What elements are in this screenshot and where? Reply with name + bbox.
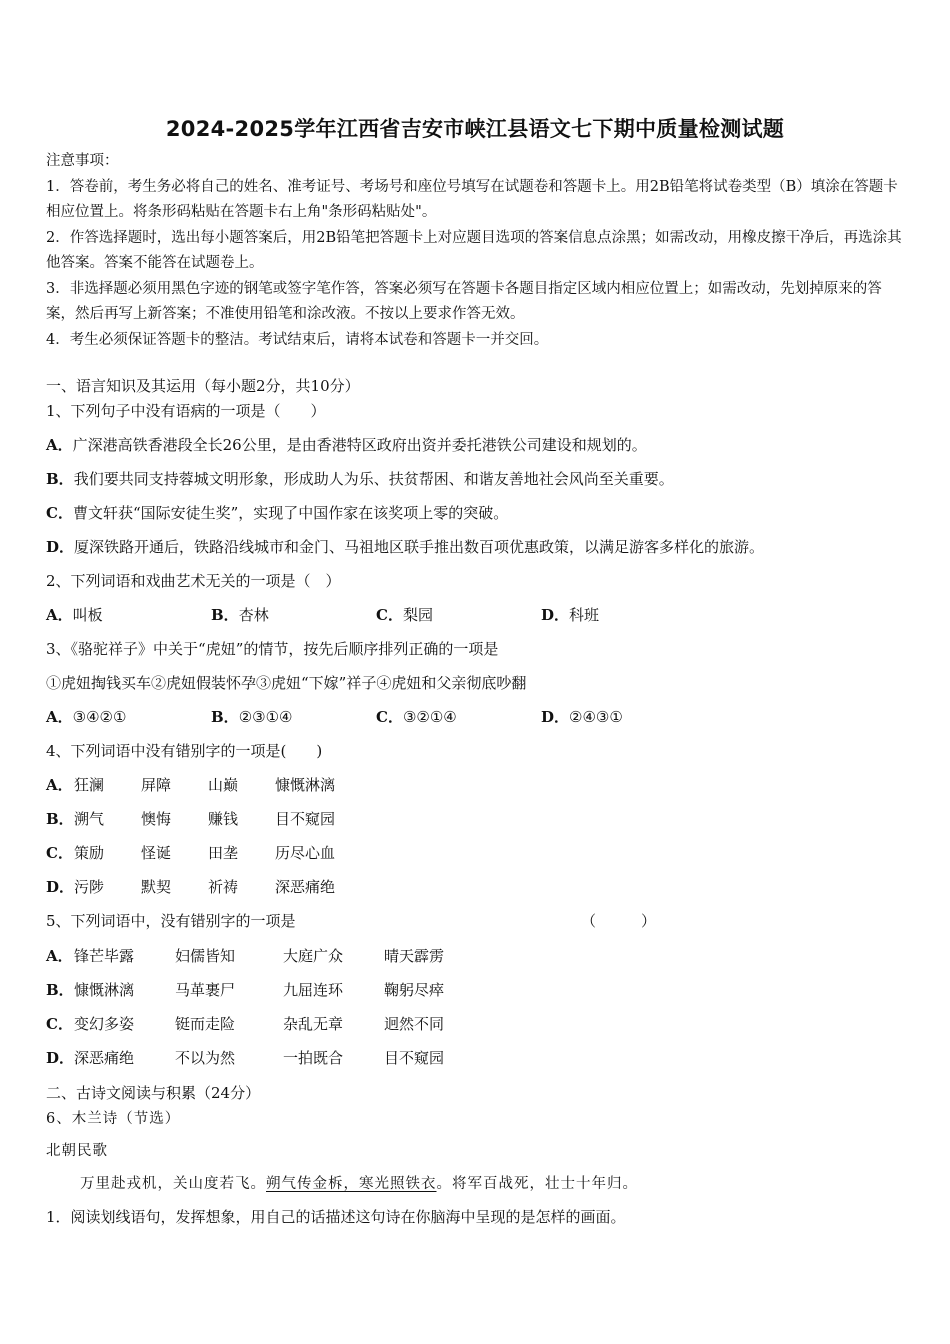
option-text: ②③①④ — [238, 708, 293, 726]
q2-option-d — [541, 604, 599, 625]
option-word: 马革裹尸 — [175, 981, 236, 999]
option-word: 迥然不同 — [384, 1015, 445, 1033]
option-label: D． — [46, 878, 75, 896]
option-label: D． — [46, 1049, 75, 1067]
option-text: 厦深铁路开通后，铁路沿线城市和金门、马祖地区联手推出数百项优惠政策，以满足游客多样化的旅游。 — [74, 538, 765, 556]
option-label: A． — [46, 606, 73, 624]
option-text: 杏林 — [238, 606, 269, 624]
q3-option-b — [211, 706, 376, 727]
option-word: 山巅 — [208, 776, 239, 794]
q1-option-a — [46, 434, 647, 455]
option-label: C． — [46, 1015, 73, 1033]
option-word: 杂乱无章 — [283, 1015, 344, 1033]
option-text: 广深港高铁香港段全长26公里，是由香港特区政府出资并委托港铁公司建设和规划的。 — [72, 436, 647, 454]
option-word: 不以为然 — [175, 1049, 236, 1067]
q5-stem-row — [46, 910, 656, 931]
section2-heading: 二、古诗文阅读与积累（24分） — [46, 1084, 261, 1102]
option-word: 晴天霹雳 — [384, 947, 445, 965]
notice-item-2: 2．作答选择题时，选出每小题答案后，用2B铅笔把答题卡上对应题目选项的答案信息点涂黑；如需改动，用橡皮擦干净后，再选涂其他答案。答案不能答在试题卷上。 — [46, 229, 902, 271]
notice-item-1: 1．答卷前，考生务必将自己的姓名、准考证号、考场号和座位号填写在试题卷和答题卡上。用2B铅笔将试卷类型（B）填涂在答题卡相应位置上。将条形码粘贴在答题卡右上角"条形码粘贴处"。 — [46, 178, 898, 220]
q2-stem: 2、下列词语和戏曲艺术无关的一项是（ ） — [46, 572, 341, 590]
option-text: ③②①④ — [402, 708, 457, 726]
option-label: B． — [46, 810, 74, 828]
q5-option-a — [46, 945, 444, 966]
option-label: B． — [211, 708, 239, 726]
option-label: A． — [46, 776, 73, 794]
option-word: 一拍既合 — [283, 1049, 344, 1067]
option-word: 策励 — [74, 844, 105, 862]
option-word: 慷慨淋漓 — [74, 981, 135, 999]
option-word: 祈祷 — [208, 878, 239, 896]
option-word: 懊悔 — [141, 810, 172, 828]
option-word: 大庭广众 — [283, 947, 344, 965]
q1-option-c — [46, 502, 508, 523]
poem-lines — [80, 1172, 638, 1193]
notice-item-4: 4．考生必须保证答题卡的整洁。考试结束后，请将本试卷和答题卡一并交回。 — [46, 331, 549, 348]
q1-stem: 1、下列句子中没有语病的一项是（ ） — [46, 402, 326, 420]
q3-option-a — [46, 706, 211, 727]
option-word: 历尽心血 — [275, 844, 336, 862]
option-text: 我们要共同支持蓉城文明形象，形成助人为乐、扶贫帮困、和谐友善地社会风尚至关重要。 — [73, 470, 674, 488]
option-text: ②④③① — [569, 708, 623, 726]
option-word: 铤而走险 — [175, 1015, 236, 1033]
q4-option-a — [46, 774, 335, 795]
option-word: 溯气 — [74, 810, 105, 828]
option-word: 慷慨淋漓 — [275, 776, 336, 794]
section1-heading: 一、语言知识及其运用（每小题2分，共10分） — [46, 377, 360, 395]
option-text: 科班 — [569, 606, 600, 624]
q5-answer-paren: （ ） — [581, 912, 657, 930]
option-label: C． — [46, 504, 73, 522]
option-text: 曹文轩获“国际安徒生奖”，实现了中国作家在该奖项上零的突破。 — [72, 504, 509, 522]
q3-stem: 3、《骆驼祥子》中关于“虎妞”的情节，按先后顺序排列正确的一项是 — [46, 640, 499, 658]
poem-underlined-line: 朔气传金柝，寒光照铁衣 — [266, 1176, 437, 1192]
option-label: A． — [46, 436, 73, 454]
q6-stem: 6、木兰诗（节选） — [46, 1111, 181, 1127]
option-word: 怪诞 — [141, 844, 172, 862]
option-label: C． — [46, 844, 73, 862]
option-word: 锋芒毕露 — [74, 947, 135, 965]
q4-option-d — [46, 876, 335, 897]
q1-option-d — [46, 536, 764, 557]
q2-options — [46, 604, 599, 625]
q3-sequence: ①虎妞掏钱买车②虎妞假装怀孕③虎妞“下嫁”祥子④虎妞和父亲彻底吵翻 — [46, 674, 527, 692]
q6-sub1: 1．阅读划线语句，发挥想象，用自己的话描述这句诗在你脑海中呈现的是怎样的画面。 — [46, 1208, 626, 1226]
option-label: D． — [541, 708, 570, 726]
option-word: 妇儒皆知 — [175, 947, 236, 965]
q4-stem: 4、下列词语中没有错别字的一项是( ) — [46, 742, 323, 760]
option-label: A． — [46, 947, 73, 965]
option-word: 默契 — [141, 878, 172, 896]
q5-option-d — [46, 1047, 444, 1068]
option-text: 梨园 — [402, 606, 433, 624]
q3-options — [46, 706, 623, 727]
option-label: D． — [541, 606, 570, 624]
q2-option-b — [211, 604, 376, 625]
option-label: D． — [46, 538, 75, 556]
q1-option-b — [46, 468, 674, 489]
option-word: 屏障 — [141, 776, 172, 794]
option-label: B． — [46, 470, 74, 488]
q5-option-b — [46, 979, 444, 1000]
option-label: B． — [211, 606, 239, 624]
q3-option-c — [376, 706, 541, 727]
option-word: 九屈连环 — [283, 981, 344, 999]
q4-option-c — [46, 842, 335, 863]
q2-option-c — [376, 604, 541, 625]
q5-option-c — [46, 1013, 444, 1034]
option-word: 变幻多姿 — [74, 1015, 135, 1033]
option-word: 深恶痛绝 — [275, 878, 336, 896]
page-title: 2024-2025学年江西省吉安市峡江县语文七下期中质量检测试题 — [165, 117, 785, 141]
poem-text: 。将军百战死，壮士十年归。 — [436, 1176, 638, 1192]
option-label: A． — [46, 708, 73, 726]
option-word: 污陟 — [74, 878, 105, 896]
option-word: 赚钱 — [208, 810, 239, 828]
option-word: 狂澜 — [74, 776, 105, 794]
option-word: 鞠躬尽瘁 — [384, 981, 445, 999]
option-text: ③④②① — [72, 708, 127, 726]
option-word: 目不窥园 — [384, 1049, 445, 1067]
option-label: C． — [376, 606, 403, 624]
poem-author: 北朝民歌 — [46, 1143, 108, 1159]
poem-text: 万里赴戎机，关山度若飞。 — [80, 1176, 266, 1192]
q5-stem: 5、下列词语中，没有错别字的一项是 — [46, 912, 296, 930]
notice-item-3: 3．非选择题必须用黑色字迹的钢笔或签字笔作答，答案必须写在答题卡各题目指定区域内相应位置上；如需改动，先划掉原来的答案，然后再写上新答案；不准使用铅笔和涂改液。不按以上要求作答无效。 — [46, 280, 882, 322]
option-text: 叫板 — [72, 606, 103, 624]
q4-option-b — [46, 808, 335, 829]
notice-block — [46, 149, 906, 353]
option-word: 田垄 — [208, 844, 239, 862]
option-label: C． — [376, 708, 403, 726]
notice-heading: 注意事项： — [46, 153, 119, 169]
option-label: B． — [46, 981, 74, 999]
option-word: 目不窥园 — [275, 810, 336, 828]
q3-option-d — [541, 706, 623, 727]
option-word: 深恶痛绝 — [74, 1049, 135, 1067]
q2-option-a — [46, 604, 211, 625]
